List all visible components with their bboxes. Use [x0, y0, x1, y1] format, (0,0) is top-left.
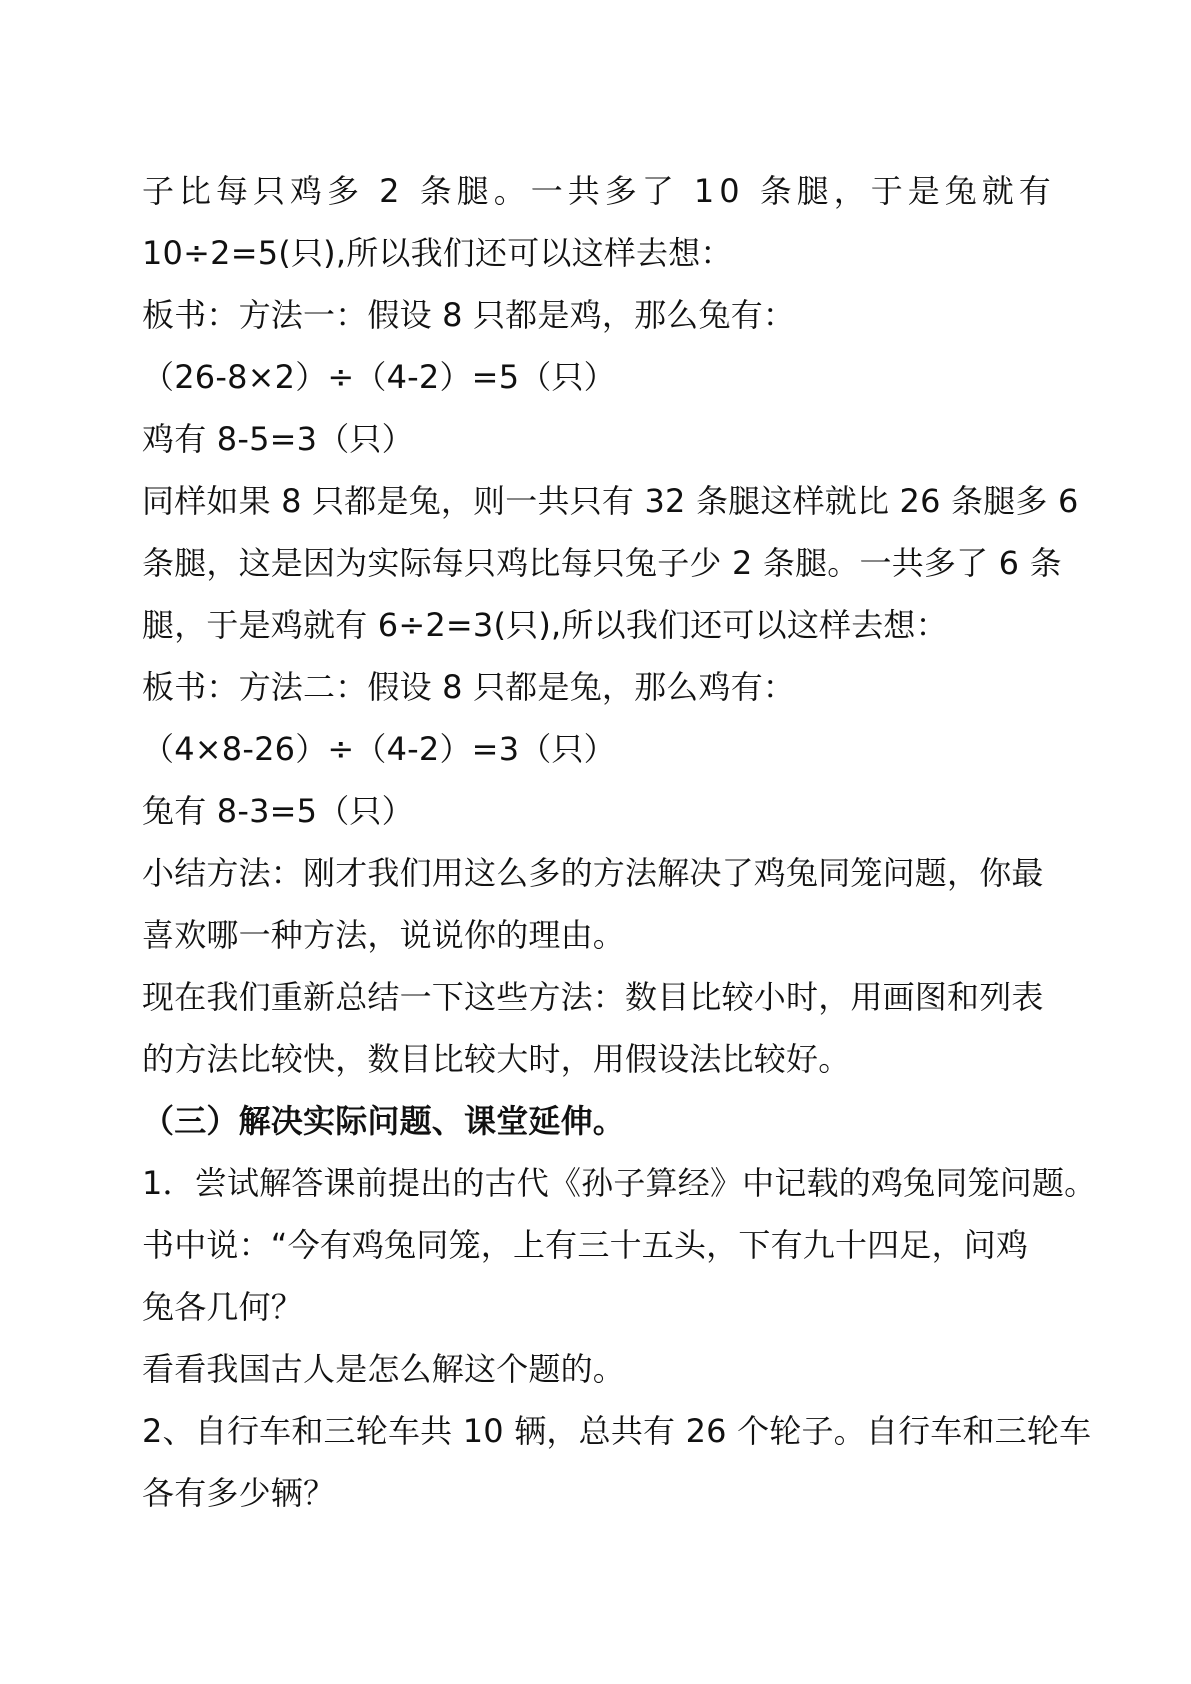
text-line: 条腿，这是因为实际每只鸡比每只兔子少 2 条腿。一共多了 6 条 [142, 544, 1062, 582]
section-heading: （三）解决实际问题、课堂延伸。 [142, 1102, 626, 1140]
text-line: 的方法比较快，数目比较大时，用假设法比较好。 [142, 1040, 851, 1078]
text-line: 1．尝试解答课前提出的古代《孙子算经》中记载的鸡兔同笼问题。 [142, 1164, 1097, 1202]
text-line: 板书：方法二：假设 8 只都是兔，那么鸡有： [142, 668, 796, 706]
text-line: 同样如果 8 只都是兔，则一共只有 32 条腿这样就比 26 条腿多 6 [142, 482, 1079, 520]
formula-line: （26-8×2）÷（4-2）=5（只） [142, 358, 616, 396]
formula-line: 鸡有 8-5=3（只） [142, 420, 414, 458]
text-line: 书中说：“今有鸡兔同笼，上有三十五头，下有九十四足，问鸡 [142, 1226, 1029, 1264]
text-line: 子比每只鸡多 2 条腿。一共多了 10 条腿，于是兔就有 [142, 172, 1056, 210]
text-line: 10÷2=5(只),所以我们还可以这样去想： [142, 234, 733, 272]
text-line: 2、自行车和三轮车共 10 辆，总共有 26 个轮子。自行车和三轮车 [142, 1412, 1092, 1450]
text-line: 喜欢哪一种方法，说说你的理由。 [142, 916, 626, 954]
text-line: 兔各几何？ [142, 1288, 304, 1326]
text-line: 腿，于是鸡就有 6÷2=3(只),所以我们还可以这样去想： [142, 606, 948, 644]
formula-line: （4×8-26）÷（4-2）=3（只） [142, 730, 616, 768]
text-line: 现在我们重新总结一下这些方法：数目比较小时，用画图和列表 [142, 978, 1044, 1016]
text-line: 看看我国古人是怎么解这个题的。 [142, 1350, 626, 1388]
document-body [142, 160, 1097, 1524]
formula-line: 兔有 8-3=5（只） [142, 792, 414, 830]
text-line: 板书：方法一：假设 8 只都是鸡，那么兔有： [142, 296, 796, 334]
text-line: 各有多少辆？ [142, 1474, 336, 1512]
text-line: 小结方法：刚才我们用这么多的方法解决了鸡兔同笼问题，你最 [142, 854, 1044, 892]
